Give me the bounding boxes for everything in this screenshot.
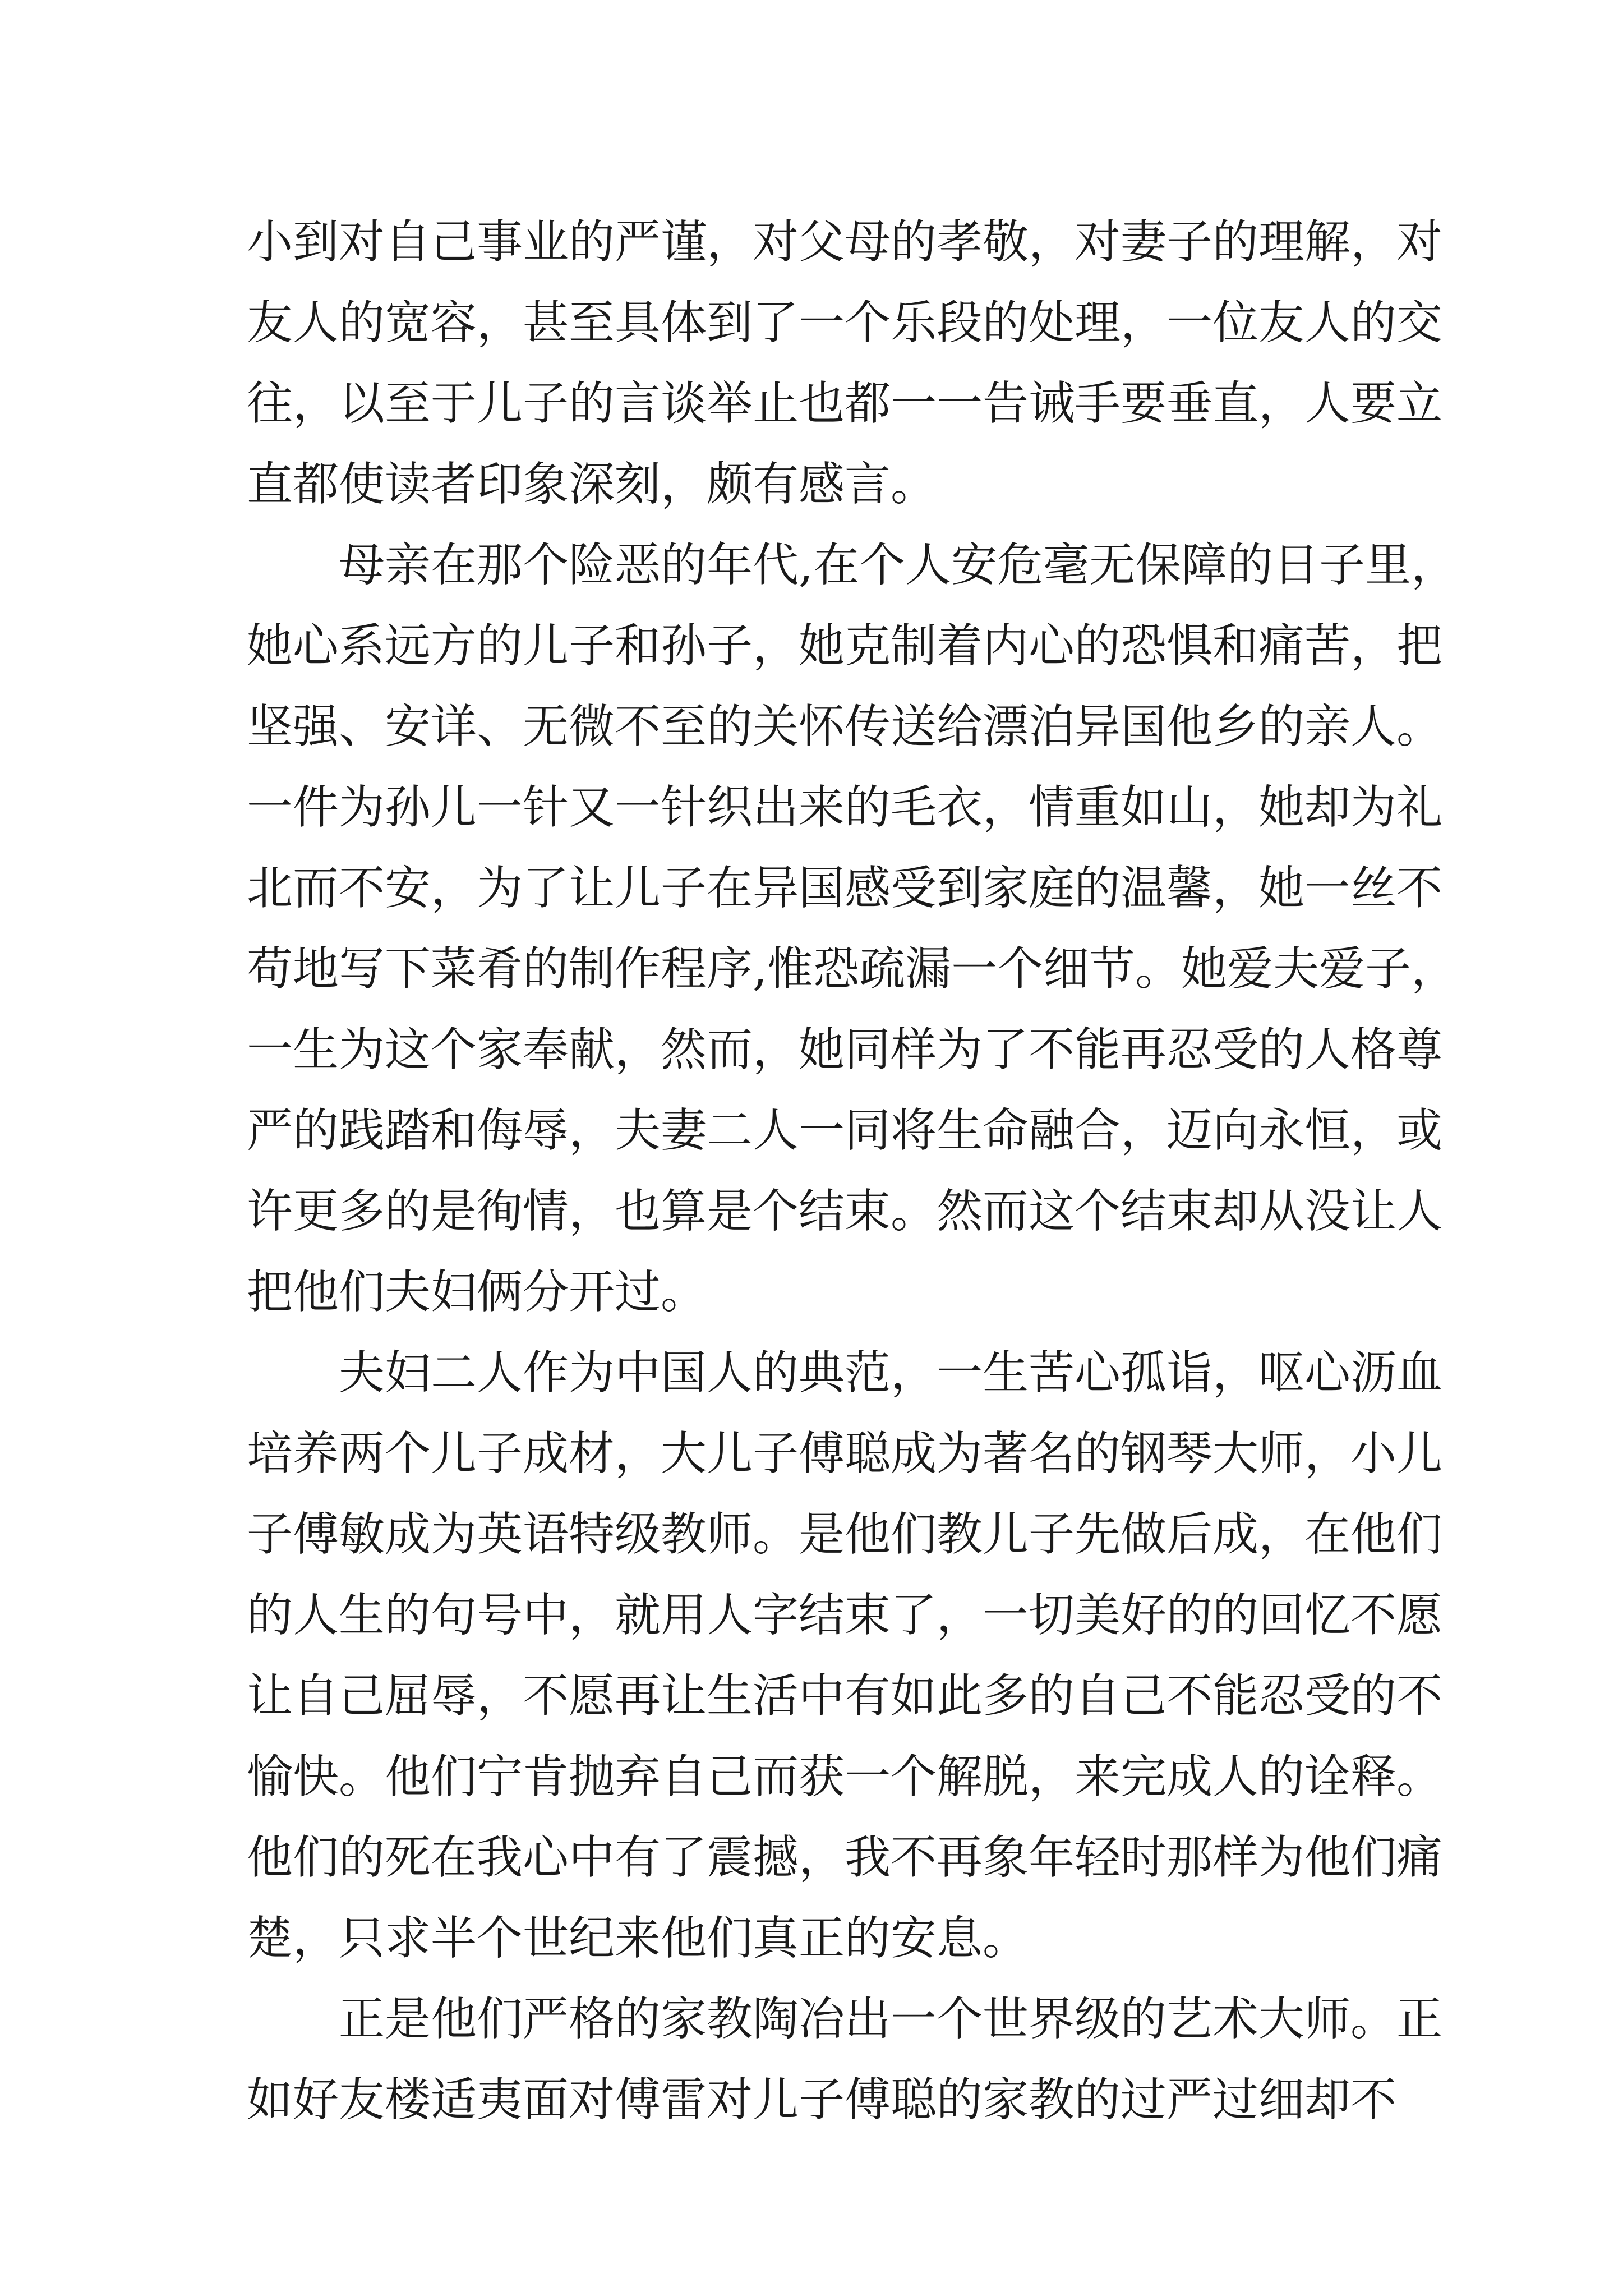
text-line: 夫妇二人作为中国人的典范，一生苦心孤诣，呕心沥血 [339,1346,1443,1400]
text-line: 直都使读者印象深刻，颇有感言。 [247,458,937,511]
text-line: 严的践踏和侮辱，夫妻二人一同将生命融合，迈向永恒，或 [247,1104,1443,1157]
text-line: 她心系远方的儿子和孙子，她克制着内心的恐惧和痛苦，把 [247,619,1443,673]
text-line: 他们的死在我心中有了震撼，我不再象年轻时那样为他们痛 [247,1831,1443,1884]
text-line: 许更多的是徇情，也算是个结束。然而这个结束却从没让人 [247,1185,1443,1238]
text-line: 如好友楼适夷面对傅雷对儿子傅聪的家教的过严过细却不 [247,2073,1397,2127]
body-text [247,202,1458,2141]
text-line: 一件为孙儿一针又一针织出来的毛衣，情重如山，她却为礼 [247,781,1443,834]
text-line: 培养两个儿子成材，大儿子傅聪成为著名的钢琴大师，小儿 [247,1427,1443,1480]
text-line: 苟地写下菜肴的制作程序,惟恐疏漏一个细节。她爱夫爱子， [247,942,1458,996]
text-line: 一生为这个家奉献，然而，她同样为了不能再忍受的人格尊 [247,1023,1443,1076]
text-line: 把他们夫妇俩分开过。 [247,1266,707,1319]
text-line: 的人生的句号中，就用人字结束了，一切美好的的回忆不愿 [247,1589,1443,1642]
text-line: 友人的宽容，甚至具体到了一个乐段的处理，一位友人的交 [247,296,1443,349]
text-line: 楚，只求半个世纪来他们真正的安息。 [247,1912,1029,1965]
text-line: 正是他们严格的家教陶冶出一个世界级的艺术大师。正 [339,1993,1443,2046]
text-line: 小到对自己事业的严谨，对父母的孝敬，对妻子的理解，对 [247,215,1443,269]
text-line: 让自己屈辱，不愿再让生活中有如此多的自己不能忍受的不 [247,1669,1443,1723]
text-line: 北而不安，为了让儿子在异国感受到家庭的温馨，她一丝不 [247,862,1443,915]
text-line: 坚强、安详、无微不至的关怀传送给漂泊异国他乡的亲人。 [247,700,1443,753]
text-line: 愉快。他们宁肯抛弃自己而获一个解脱，来完成人的诠释。 [247,1750,1443,1803]
text-line: 母亲在那个险恶的年代,在个人安危毫无保障的日子里， [339,539,1458,592]
text-line: 往，以至于儿子的言谈举止也都一一告诫手要垂直，人要立 [247,377,1443,430]
text-line: 子傅敏成为英语特级教师。是他们教儿子先做后成，在他们 [247,1508,1443,1561]
